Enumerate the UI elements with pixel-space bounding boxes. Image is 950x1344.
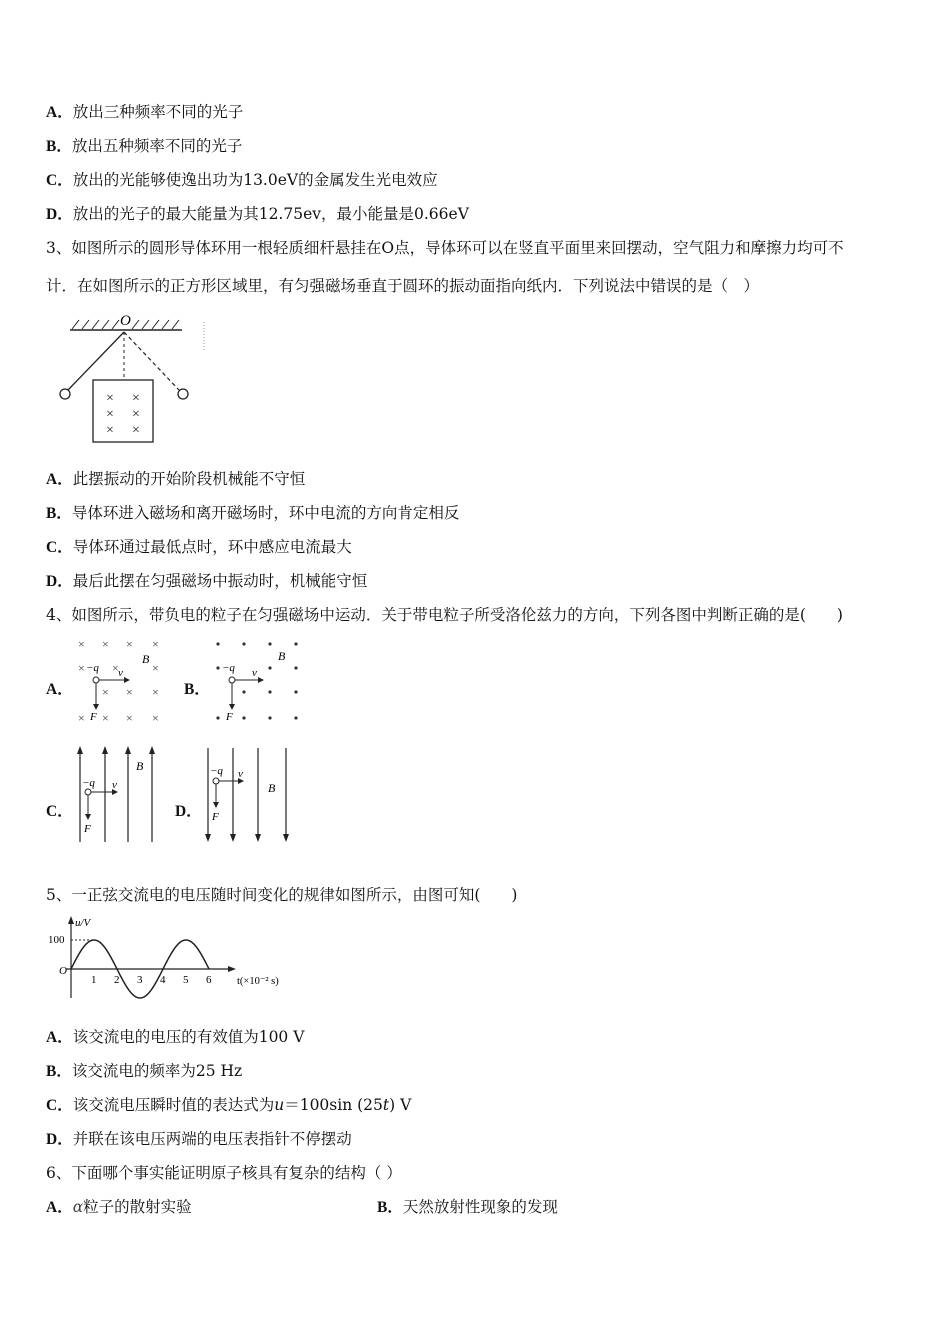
q3-option-c: [46, 536, 352, 559]
svg-text:×: ×: [132, 391, 140, 406]
q4-stem: 4、如图所示，带负电的粒子在匀强磁场中运动．关于带电粒子所受洛伦兹力的方向，下列各图中判断正确的是( ): [46, 606, 843, 624]
x-axis-arrow: [228, 966, 236, 972]
svg-text:×: ×: [132, 423, 140, 438]
x-axis-label: t(×10⁻² s): [237, 976, 279, 987]
option-text: 放出五种频率不同的光子: [71, 137, 243, 155]
option-text: 放出三种频率不同的光子: [72, 103, 244, 121]
option-text: 并联在该电压两端的电压表指针不停摆动: [72, 1130, 352, 1148]
pivot-label: O: [120, 313, 131, 329]
q4-figure-b: [208, 636, 308, 730]
svg-text:×: ×: [152, 661, 159, 675]
option-text: 天然放射性现象的发现: [402, 1198, 558, 1216]
q6-stem: 6、下面哪个事实能证明原子核具有复杂的结构（ ）: [46, 1164, 402, 1182]
q5-option-b: [46, 1060, 242, 1083]
svg-text:×: ×: [132, 407, 140, 422]
svg-text:×: ×: [102, 637, 109, 651]
q6-option-a: [46, 1196, 192, 1219]
q3-stem-line1: 3、如图所示的圆形导体环用一根轻质细杆悬挂在O点，导体环可以在竖直平面里来回摆动，空气阻力和摩擦力均可不: [46, 239, 844, 257]
velocity-arrow: [124, 677, 130, 683]
option-label: D．: [46, 206, 73, 223]
svg-text:×: ×: [106, 423, 114, 438]
force-arrow: [93, 704, 99, 710]
particle: [93, 677, 99, 683]
force-label: F: [84, 823, 91, 835]
q3-option-a: [46, 468, 305, 491]
option-label: B．: [46, 1063, 72, 1080]
origin-label: O: [59, 965, 67, 977]
field-label: B: [278, 649, 286, 663]
force-arrow: [213, 802, 219, 808]
magnetic-field-region: [93, 380, 153, 442]
x-tick-label: 6: [206, 974, 212, 986]
q6-option-b: [377, 1196, 558, 1219]
option-label: A．: [46, 1029, 73, 1046]
option-text: 该交流电压瞬时值的表达式为: [72, 1096, 275, 1114]
q4-option-b-label: B．: [184, 681, 210, 698]
svg-text:×: ×: [126, 711, 133, 725]
option-label: B．: [377, 1199, 403, 1216]
svg-text:×: ×: [78, 711, 85, 725]
field-label: B: [136, 759, 144, 773]
q2-option-b: [46, 135, 242, 158]
rod-dashed: [124, 332, 179, 390]
q4-option-a-label: A．: [46, 681, 73, 698]
force-label: F: [226, 711, 233, 723]
q2-option-c: [46, 169, 438, 192]
y-axis-label: u/V: [75, 917, 91, 929]
force-label: F: [90, 711, 97, 723]
svg-text:×: ×: [152, 711, 159, 725]
x-tick-label: 2: [114, 974, 120, 986]
option-text: 此摆振动的开始阶段机械能不守恒: [72, 470, 306, 488]
x-tick-label: 4: [160, 974, 166, 986]
x-tick-label: 5: [183, 974, 189, 986]
ring-right: [178, 389, 188, 399]
q5-stem: 5、一正弦交流电的电压随时间变化的规律如图所示，由图可知( ): [46, 886, 518, 904]
q3-option-d: [46, 570, 367, 593]
svg-text:×: ×: [152, 685, 159, 699]
force-arrow: [229, 704, 235, 710]
charge-label: −q: [210, 765, 223, 777]
svg-text:×: ×: [126, 637, 133, 651]
charge-label: −q: [86, 662, 99, 674]
charge-label: −q: [82, 777, 95, 789]
q5-voltage-chart: [44, 914, 294, 1004]
q5-option-a: [46, 1026, 304, 1049]
option-label: C．: [46, 1097, 73, 1114]
q4-figure-c: [72, 744, 162, 844]
option-text: 粒子的散射实验: [83, 1198, 192, 1216]
particle: [229, 677, 235, 683]
option-label: A．: [46, 471, 73, 488]
velocity-arrow: [258, 677, 264, 683]
q5-option-d: [46, 1128, 352, 1151]
q4-figure-a: [72, 636, 172, 730]
q3-option-b: [46, 502, 459, 525]
q3-pendulum-figure: [52, 310, 212, 448]
option-label: B．: [46, 138, 72, 155]
force-arrow: [85, 814, 91, 820]
x-tick-label: 1: [91, 974, 97, 986]
particle: [213, 778, 219, 784]
option-text: 导体环通过最低点时，环中感应电流最大: [72, 538, 352, 556]
y-tick-label: 100: [48, 934, 65, 946]
option-label: D．: [46, 1131, 73, 1148]
field-into-page-marks: [106, 391, 140, 438]
option-label: B．: [46, 505, 72, 522]
svg-text:×: ×: [112, 661, 119, 675]
svg-text:×: ×: [106, 407, 114, 422]
q4-figure-d: [200, 744, 295, 844]
rod-solid: [68, 332, 124, 390]
y-axis-arrow: [68, 916, 74, 924]
field-label: B: [142, 652, 150, 666]
particle: [85, 789, 91, 795]
svg-text:×: ×: [102, 685, 109, 699]
svg-text:×: ×: [78, 637, 85, 651]
option-label: D．: [46, 573, 73, 590]
q4-option-d-label: D．: [175, 803, 202, 820]
q2-option-a: [46, 101, 243, 124]
option-text: 放出的光能够使逸出功为13.0eV的金属发生光电效应: [72, 171, 438, 189]
option-text: 该交流电的电压的有效值为100 V: [72, 1028, 305, 1046]
q3-stem-line2: 计．在如图所示的正方形区域里，有匀强磁场垂直于圆环的振动面指向纸内．下列说法中错误的是（ ）: [46, 277, 760, 295]
field-label: B: [268, 781, 276, 795]
alpha-symbol: α: [72, 1198, 84, 1216]
svg-text:×: ×: [102, 711, 109, 725]
option-text: 该交流电的频率为25 Hz: [71, 1062, 243, 1080]
option-text: 最后此摆在匀强磁场中振动时，机械能守恒: [72, 572, 368, 590]
option-text: 放出的光子的最大能量为其12.75ev，最小能量是0.66eV: [72, 205, 469, 223]
force-label: F: [212, 811, 219, 823]
option-label: A．: [46, 1199, 73, 1216]
velocity-label: v: [252, 667, 257, 679]
x-tick-label: 3: [137, 974, 143, 986]
svg-text:×: ×: [106, 391, 114, 406]
svg-text:×: ×: [126, 685, 133, 699]
q5-option-c: C．该交流电压瞬时值的表达式为u＝100sin (25t) V: [46, 1096, 412, 1114]
velocity-label: v: [238, 768, 243, 780]
svg-text:×: ×: [152, 637, 159, 651]
option-label: A．: [46, 104, 73, 121]
velocity-label: v: [118, 667, 123, 679]
option-label: C．: [46, 172, 73, 189]
ring-left: [60, 389, 70, 399]
charge-label: −q: [222, 662, 235, 674]
velocity-label: v: [112, 779, 117, 791]
q4-option-c-label: C．: [46, 803, 73, 820]
option-text: 导体环进入磁场和离开磁场时，环中电流的方向肯定相反: [71, 504, 460, 522]
svg-text:×: ×: [78, 661, 85, 675]
field-dot-marks: [216, 642, 297, 719]
q2-option-d: [46, 203, 469, 226]
option-label: C．: [46, 539, 73, 556]
